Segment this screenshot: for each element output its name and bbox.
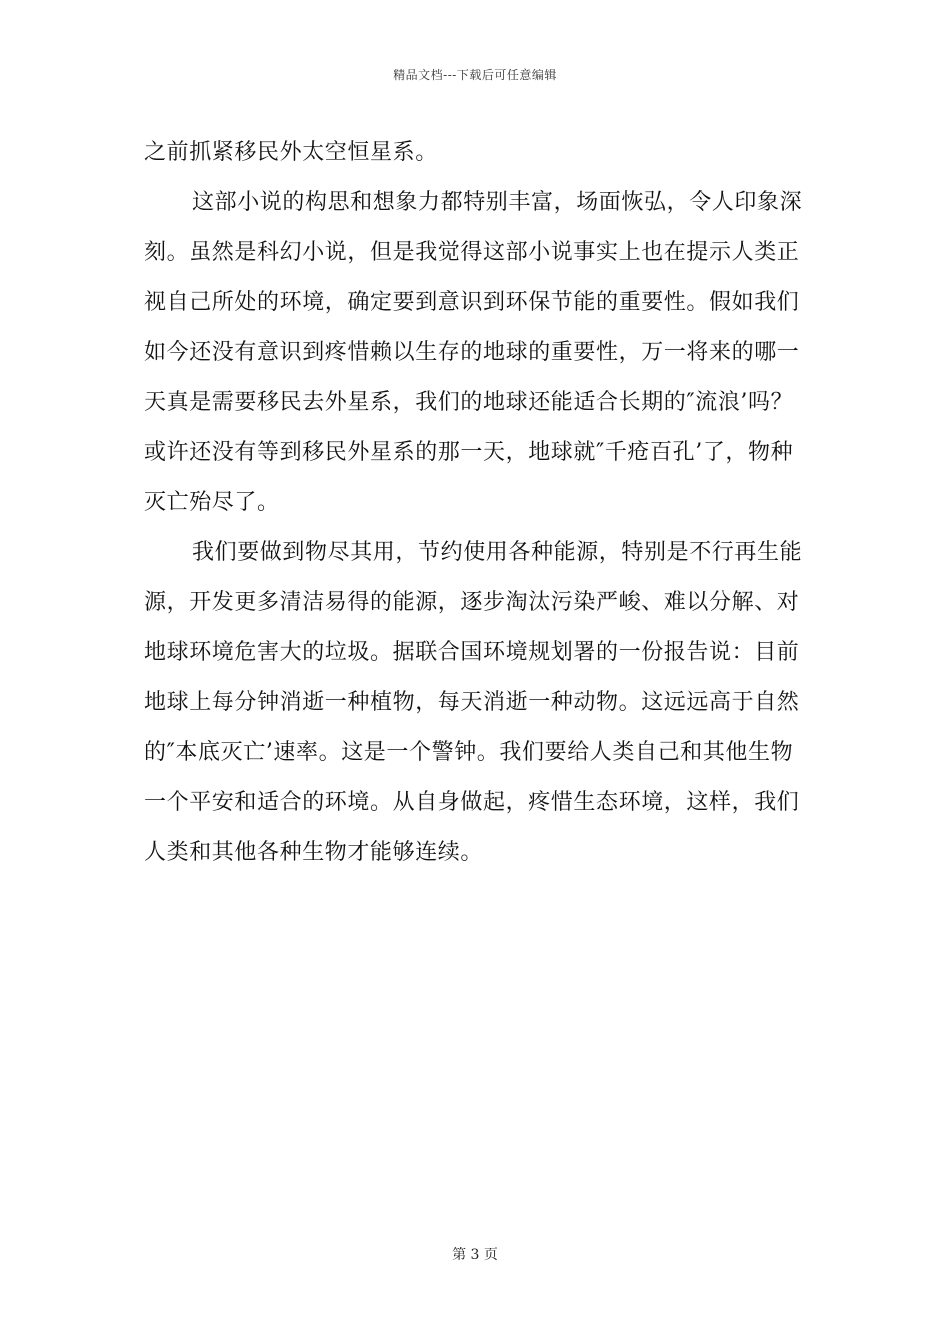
- text-line: 源，开发更多清洁易得的能源，逐步淘汰污染严峻、难以分解、对: [144, 590, 800, 615]
- text-line: 灭亡殆尽了。: [144, 490, 280, 515]
- page-header: 精品文档---下载后可任意编辑: [393, 68, 557, 82]
- text-line: 人类和其他各种生物才能够连续。: [144, 840, 484, 865]
- text-line: 一个平安和适合的环境。从自身做起，疼惜生态环境，这样，我们: [144, 790, 800, 815]
- text-line: 地球环境危害大的垃圾。据联合国环境规划署的一份报告说：目前: [144, 640, 800, 665]
- text-line: 我们要做到物尽其用，节约使用各种能源，特别是不行再生能: [192, 540, 803, 565]
- text-line: 地球上每分钟消逝一种植物，每天消逝一种动物。这远远高于自然: [144, 690, 800, 715]
- paragraph-3: [144, 528, 808, 878]
- text-line: 刻。虽然是科幻小说，但是我觉得这部小说事实上也在提示人类正: [144, 240, 800, 265]
- text-line: 天真是需要移民去外星系，我们的地球还能适合长期的″流浪’吗？: [144, 390, 794, 415]
- text-line: 视自己所处的环境，确定要到意识到环保节能的重要性。假如我们: [144, 290, 800, 315]
- text-line: 这部小说的构思和想象力都特别丰富，场面恢弘，令人印象深: [192, 190, 803, 215]
- paragraph-2: [144, 178, 808, 528]
- document-body: [144, 128, 808, 878]
- text-line: 如今还没有意识到疼惜赖以生存的地球的重要性，万一将来的哪一: [144, 340, 800, 365]
- text-line: 之前抓紧移民外太空恒星系。: [144, 140, 438, 165]
- paragraph-1: [144, 128, 808, 178]
- page-number: 第 3 页: [452, 1247, 498, 1263]
- text-line: 的″本底灭亡’速率。这是一个警钟。我们要给人类自己和其他生物: [144, 740, 794, 765]
- text-line: 或许还没有等到移民外星系的那一天，地球就″千疮百孔’了，物种: [144, 440, 794, 465]
